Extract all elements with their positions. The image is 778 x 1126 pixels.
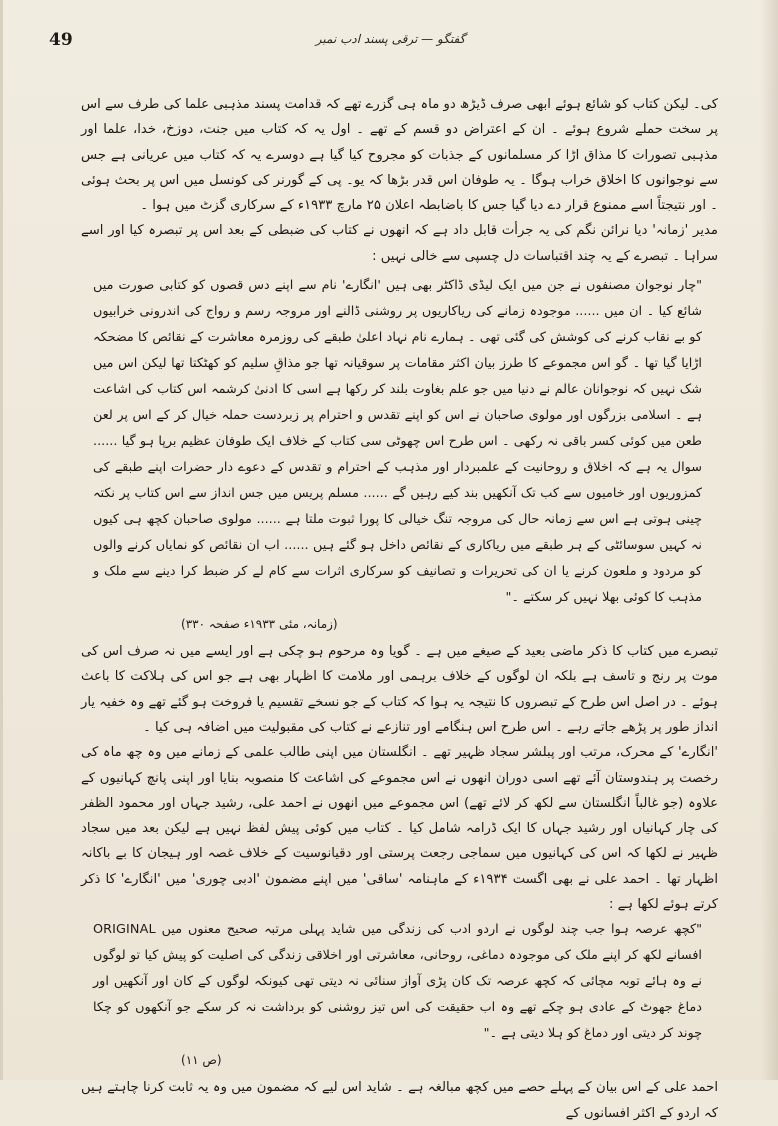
page-body: [81, 92, 719, 1121]
page-edge-shadow: [760, 0, 778, 1080]
block-quote-ahmed-ali: "کچھ عرصہ ہوا جب چند لوگوں نے اردو ادب کی زندگی میں شاید پہلی مرتبہ صحیح معنوں میں ORIGINAL افسانے لکھ کر اپنے ملک کی موجودہ دماغی، روحانی، معاشرتی اور اخلاقی زندگی کی اصلیت کو پیش کیا تو لوگوں نے وہ ہائے توبہ مچائی کہ کچھ عرصہ تک کان پڑی آواز سنائی نہ دیتی تھی کیونکہ لوگوں کے کان اور آنکھیں اور دماغ جھوٹ کے عادی ہو چکے تھے وہ اب حقیقت کی اس تیز روشنی کو برداشت نہ کر سکے جو آنکھوں کو چکا چوند کر دیتی اور دماغ کو ہلا دیتی ہے ۔": [93, 922, 702, 1042]
paragraph-ahmed-ali-statement: احمد علی کے اس بیان کے پہلے حصے میں کچھ مبالغہ ہے ۔ شاید اس لیے کہ مضمون میں وہ یہ ثابت کرنا چاہتے ہیں کہ اردو کے اکثر افسانوں کے: [81, 1080, 718, 1121]
paragraph-book-ban: کی۔ لیکن کتاب کو شائع ہوئے ابھی صرف ڈیڑھ دو ماہ ہی گزرے تھے کہ قدامت پسند مذہبی علما کی طرف سے اس پر سخت حملے شروع ہوئے ۔ ان کے اعتراض دو قسم کے تھے ۔ اول یہ کہ کتاب میں جنت، دوزخ، خدا، علما اور مذہبی تصورات کا مذاق اڑا کر مسلمانوں کے جذبات کو مجروح کیا گیا ہے دوسرے یہ کہ کتاب میں عریانی ہے جس سے نوجوانوں کا اخلاق خراب ہوگا ۔ یہ طوفان اس قدر بڑھا کہ یو۔ پی کے گورنر کی کونسل میں اس پر بحث ہوئی ۔ اور نتیجتاً اسے ممنوع قرار دے دیا گیا جس کا باضابطہ اعلان ۲۵ مارچ ۱۹۳۳ء کے سرکاری گزٹ میں ہوا ۔: [81, 97, 718, 214]
block-quote-zamana: "چار نوجوان مصنفوں نے جن میں ایک لیڈی ڈاکٹر بھی ہیں 'انگارے' نام سے اپنے دس قصوں کو کتابی صورت میں شائع کیا ۔ ان میں ...... موجودہ زمانے کی ریاکاریوں پر روشنی ڈالنے اور مروجہ رسم و رواج کی اندرونی خرابیوں کو بے نقاب کرنے کی کوشش کی گئی تھی ۔ ہمارے نام نہاد اعلیٰ طبقے کی روزمرہ معاشرت کے نقائص کا مضحکہ اڑایا گیا تھا ۔ گو اس مجموعے کا طرز بیان اکثر مقامات پر سوقیانہ تھا جو مذاقِ سلیم کو کھٹکتا تھا لیکن اس میں شک نہیں کہ نوجوانان عالم نے دنیا میں جو علم بغاوت بلند کر رکھا ہے اسی کا ادنیٰ کرشمہ اس کتاب کی اشاعت ہے ۔ اسلامی بزرگوں اور مولوی صاحبان نے اس کو اپنے تقدس و احترام پر زبردست حملہ خیال کر کے اس پر لعن طعن میں کوئی کسر باقی نہ رکھی ۔ اس طرح اس چھوٹی سی کتاب کے خلاف ایک طوفان عظیم برپا ہو گیا ...... سوال یہ ہے کہ اخلاق و روحانیت کے علمبردار اور مذہب کے احترام و تقدس کے دعوے دار حضرات اپنے طبقے کی کمزوریوں اور خامیوں سے کب تک آنکھیں بند کیے رہیں گے ...... مسلم پریس میں جس انداز سے اس کتاب پر نکتہ چینی ہوتی ہے اس سے زمانہ حال کی مروجہ تنگ خیالی کا پورا ثبوت ملتا ہے ...... مولوی صاحبان کچھ ہی کیوں نہ کہیں سوسائٹی کے ہر طبقے میں ریاکاری کے نقائص داخل ہو گئے ہیں ...... اب ان نقائص کو نمایاں کرنے والوں کو مردود و ملعون کرنے یا ان کی تحریرات و تصانیف کو سرکاری اثرات سے کام لے کر ضبط کرا دینے سے ملک و مذہب کا کوئی بھلا نہیں کر سکتے ۔": [93, 278, 702, 606]
paragraph-review-analysis: تبصرے میں کتاب کا ذکر ماضی بعید کے صیغے میں ہے ۔ گویا وہ مرحوم ہو چکی ہے اور ایسے میں نہ صرف اس کی موت پر رنج و تاسف ہے بلکہ ان لوگوں کے خلاف برہمی اور ملامت کا اظہار بھی ہے جو اس کی ہلاکت کا باعث ہوئے ۔ در اصل اس طرح کے تبصروں کا نتیجہ یہ ہوا کہ کتاب کے جو نسخے تقسیم یا فروخت ہو گئے تھے وہ خفیہ یار انداز طور پر پڑھے جاتے رہے ۔ اس طرح اس ہنگامے اور تنازعے نے کتاب کی مقبولیت میں اضافہ ہی کیا ۔: [81, 644, 718, 735]
paragraph-angarey-origin: 'انگارے' کے محرک، مرتب اور پبلشر سجاد ظہیر تھے ۔ انگلستان میں اپنی طالب علمی کے زمانے میں وہ چھ ماہ کی رخصت پر ہندوستان آئے تھے اسی دوران انھوں نے اس مجموعے کی اشاعت کا منصوبہ بنایا اور اپنی پانچ کہانیوں کے علاوہ (جو غالباً انگلستان سے لکھ کر لائے تھے) اس مجموعے میں انھوں نے احمد علی، رشید جہاں اور محمود الظفر کی چار کہانیاں اور رشید جہاں کا ایک ڈرامہ شامل کیا ۔ کتاب میں کوئی پیش لفظ نہیں ہے لیکن بعد میں سجاد ظہیر نے لکھا کہ اس کی کہانیوں میں سماجی رجعت پرستی اور دقیانوسیت کے خلاف غصہ اور ہیجان کا بے باکانہ اظہار تھا ۔ احمد علی نے بھی اگست ۱۹۳۴ء کے ماہنامہ 'ساقی' میں اپنے مضمون 'ادبی چوری' میں 'انگارے' کا ذکر کرتے ہوئے لکھا ہے :: [81, 745, 719, 913]
page-header: [43, 30, 738, 58]
page-number: 49: [49, 30, 73, 50]
running-title: گفتگو — ترقی پسند ادب نمبر: [315, 32, 466, 46]
paragraph-zamana-review: مدیر 'زمانہ' دیا نرائن نگم کی یہ جرأت قابل داد ہے کہ انھوں نے کتاب کی ضبطی کے بعد اس پر تبصرہ کیا اور اسے سراہا ۔ تبصرے کے یہ چند اقتباسات دل چسپی سے خالی نہیں :: [81, 223, 718, 264]
quote-source-zamana: (زمانہ، مئی ۱۹۳۳ء صفحہ ۳۳۰): [181, 617, 338, 632]
quote-source-saqi: (ص ۱۱): [181, 1053, 222, 1068]
